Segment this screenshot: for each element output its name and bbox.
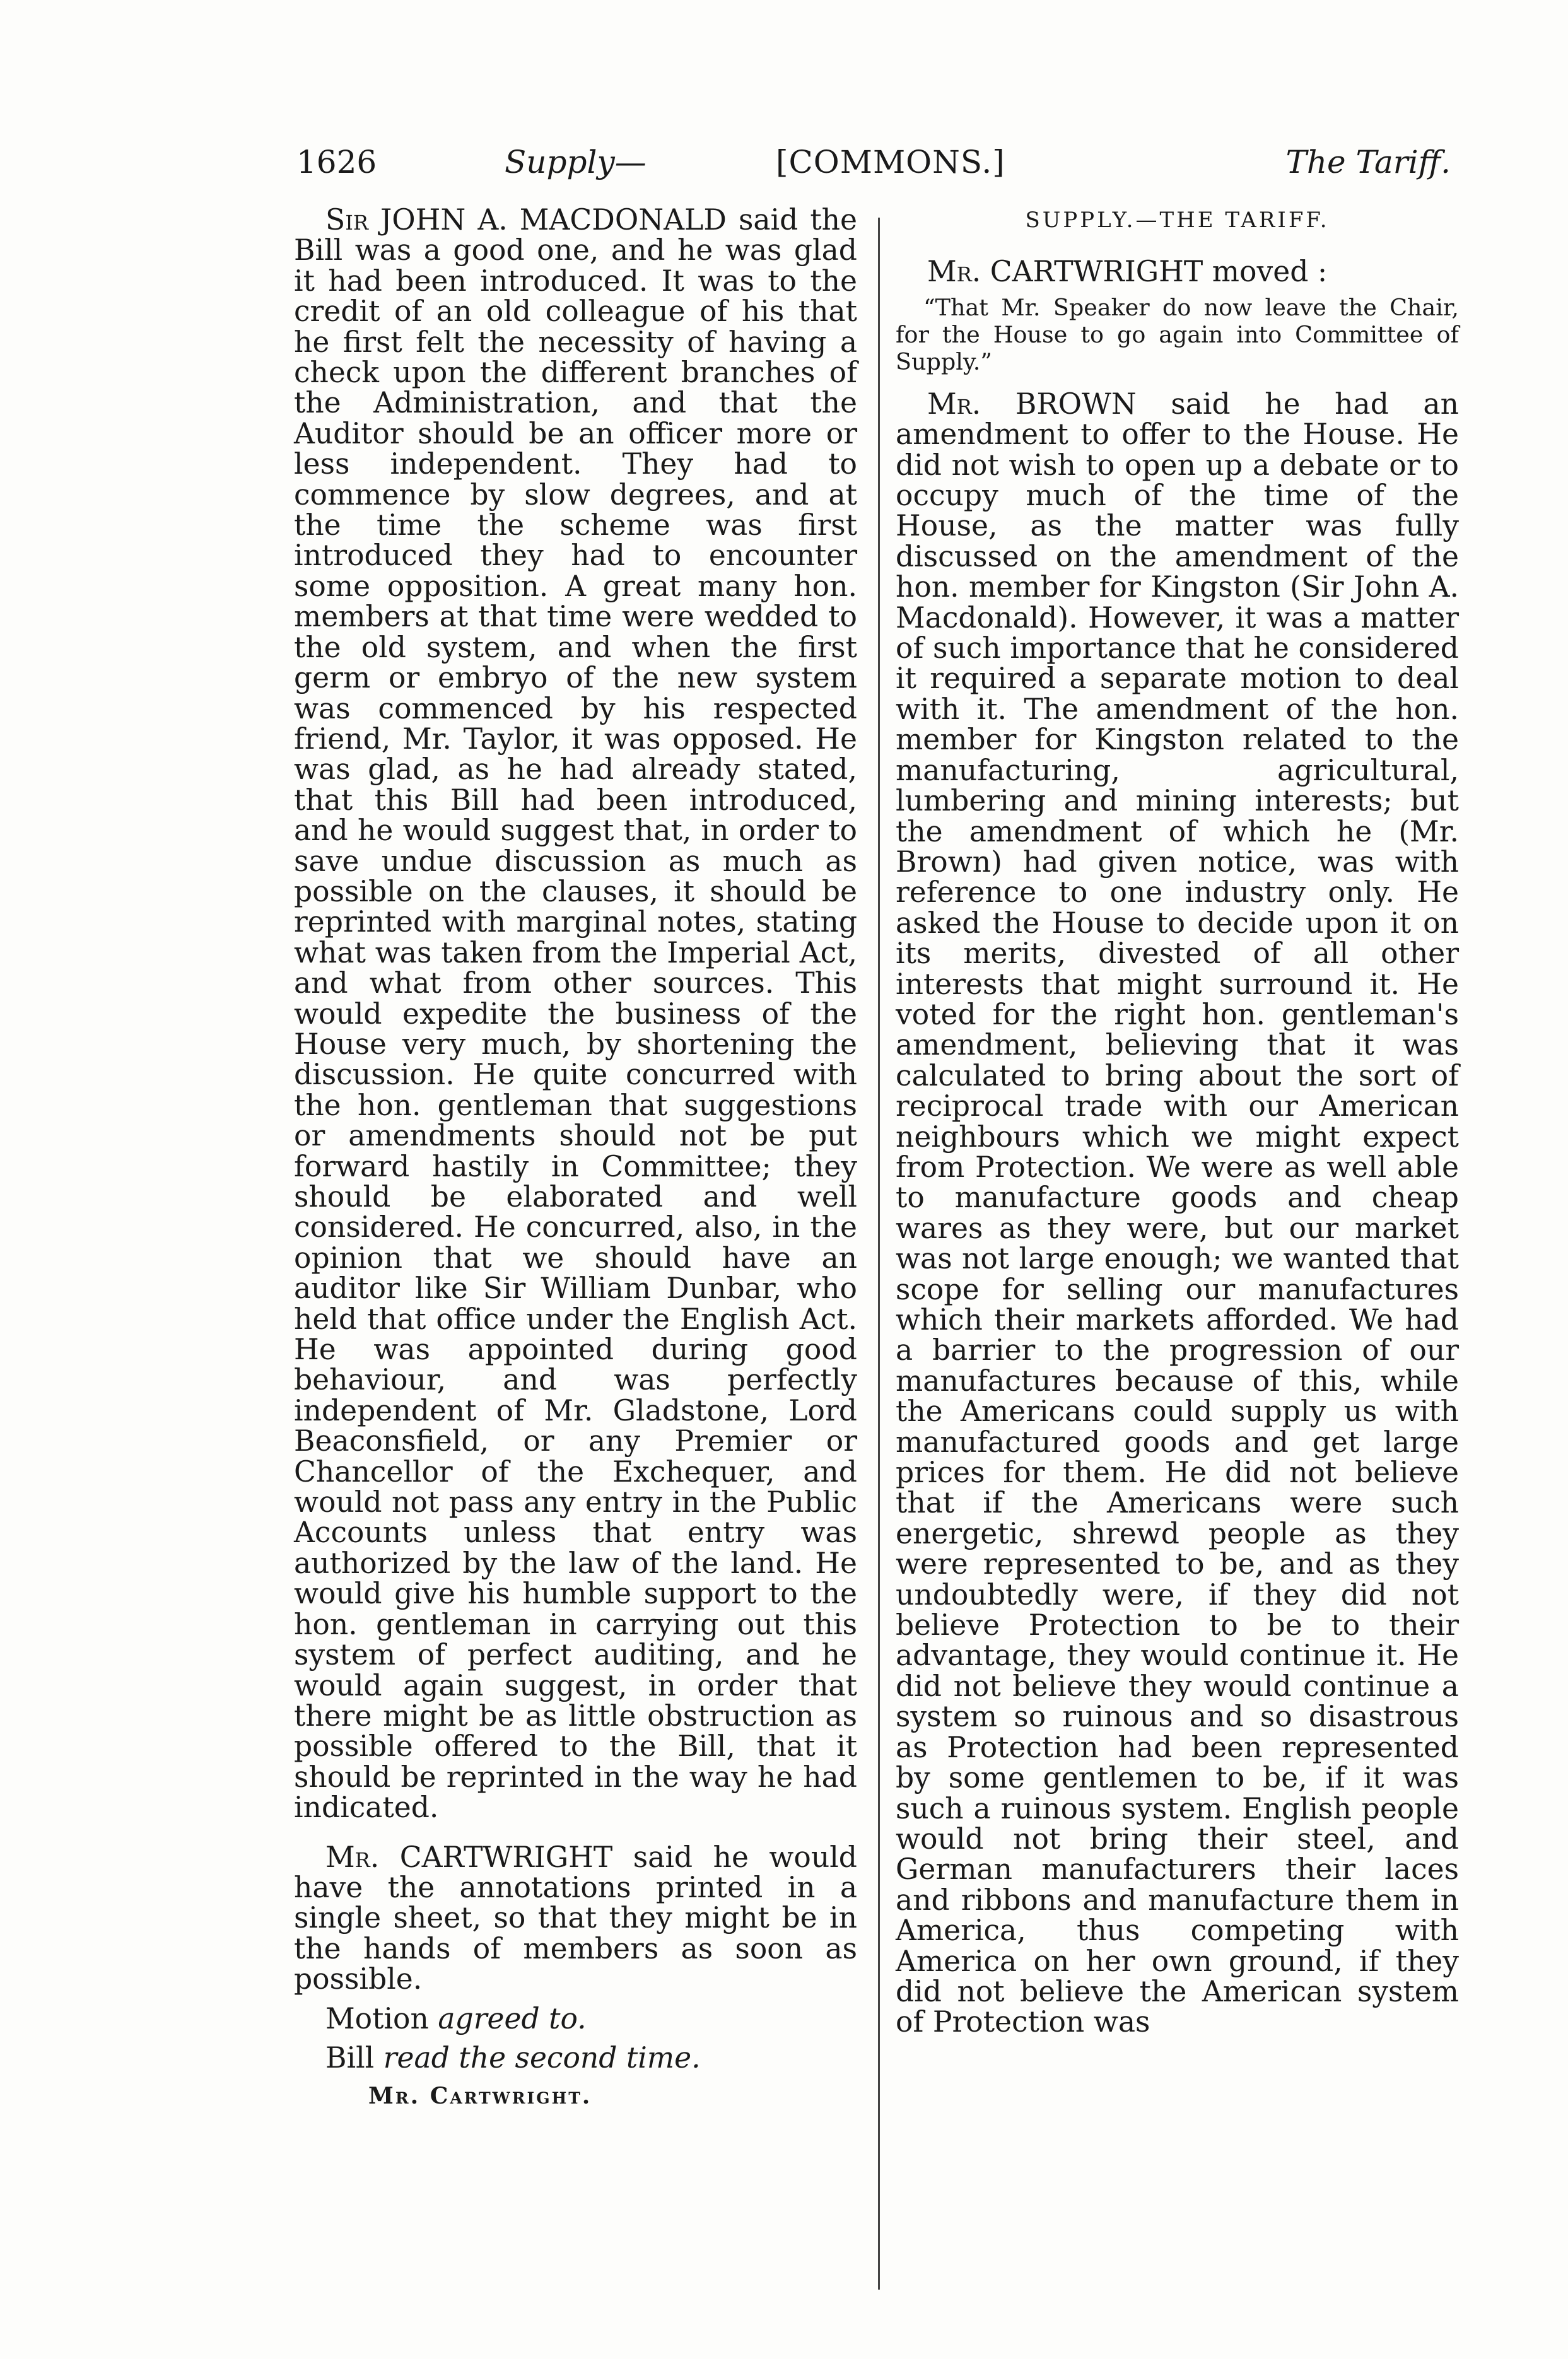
- speaker-name: Mr. CARTWRIGHT: [927, 255, 1203, 289]
- running-head-center: [COMMONS.]: [776, 144, 1005, 180]
- bill-line: [294, 2040, 857, 2075]
- page-header: [296, 144, 1451, 194]
- bill-result: read the second time.: [383, 2040, 701, 2075]
- page-number: 1626: [296, 144, 377, 180]
- speech-cartwright: [294, 1842, 857, 1995]
- speech-macdonald: [294, 205, 857, 1823]
- motion-result: agreed to.: [438, 2001, 587, 2035]
- speaker-signature: Mr. Cartwright.: [368, 2083, 592, 2110]
- running-head-left: Supply—: [505, 144, 647, 180]
- motion-moved: [896, 257, 1459, 287]
- motion-line: [294, 2001, 857, 2035]
- motion-prefix: Motion: [325, 2001, 438, 2035]
- motion-quote: “That Mr. Speaker do now leave the Chair, for the House to go again into Committee of Supply.”: [896, 293, 1459, 375]
- right-column: [896, 205, 1459, 2038]
- running-head-right: The Tariff.: [1285, 144, 1451, 180]
- section-heading: SUPPLY.—THE TARIFF.: [1025, 208, 1330, 233]
- speaker-name: Mr. BROWN: [927, 387, 1137, 421]
- speech-text: said he had an amendment to offer to the House. He did not wish to open up a debate or to occupy much of the time of the House, as the matter was fully discussed on the amendment of the hon. member for Kingston (Sir John A. Macdonald). However, it was a matter of such importance that he considered it required a separate motion to deal with it. The amendment of the hon. member for Kingston related to the manufacturing, agricultural, lumbering and mining interests; but the amendment of which he (Mr. Brown) had given notice, was with reference to one industry only. He asked the House to decide upon it on its merits, divested of all other interests that might surround it. He voted for the right hon. gentleman's amendment, believing that it was calculated to bring about the sort of reciprocal trade with our American neighbours which we might expect from Protection. We were as well able to manufacture goods and cheap wares as they were, but our market was not large enough; we wanted that scope for selling our manufactures which their markets afforded. We had a barrier to the progression of our manufactures because of this, while the Americans could supply us with manufactured goods and get large prices for them. He did not believe that if the Americans were such energetic, shrewd people as they were represented to be, and as they undoubtedly were, if they did not believe Protection to be to their advantage, they would continue it. He did not believe they would continue a system so ruinous and so disastrous as Protection had been represented by some gentlemen to be, if it was such a ruinous system. English people would not bring their steel, and German manufacturers their laces and ribbons and manufacture them in America, thus competing with America on her own ground, if they did not believe the American system of Protection was: [896, 387, 1459, 2039]
- speaker-name: Mr. CARTWRIGHT: [325, 1840, 613, 1874]
- speaker-name: Sir JOHN A. MACDONALD: [325, 203, 727, 237]
- speech-text: said the Bill was a good one, and he was glad it had been introduced. It was to the credit of an old colleague of his that he first felt the necessity of having a check upon the different branches of the Administration, and that the Auditor should be an officer more or less independent. They had to commence by slow degrees, and at the time the scheme was first introduced they had to encounter some opposition. A great many hon. members at that time were wedded to the old system, and when the first germ or embryo of the new system was commenced by his respected friend, Mr. Taylor, it was opposed. He was glad, as he had already stated, that this Bill had been introduced, and he would suggest that, in order to save undue discussion as much as possible on the clauses, it should be reprinted with marginal notes, stating what was taken from the Imperial Act, and what from other sources. This would expedite the business of the House very much, by shortening the discussion. He quite concurred with the hon. gentleman that suggestions or amendments should not be put forward hastily in Committee; they should be elaborated and well considered. He concurred, also, in the opinion that we should have an auditor like Sir William Dunbar, who held that office under the English Act. He was appointed during good behaviour, and was perfectly independent of Mr. Gladstone, Lord Beaconsfield, or any Premier or Chancellor of the Exchequer, and would not pass any entry in the Public Accounts unless that entry was authorized by the law of the land. He would give his humble support to the hon. gentleman in carrying out this system of perfect auditing, and he would again suggest, in order that there might be as little obstruction as possible offered to the Bill, that it should be reprinted in the way he had indicated.: [294, 203, 857, 1825]
- moved-text: moved :: [1203, 255, 1328, 289]
- column-divider: [878, 218, 880, 2290]
- speech-text: said he would have the annotations printed in a single sheet, so that they might be in the hands of members as soon as possible.: [294, 1840, 857, 1996]
- bill-prefix: Bill: [325, 2040, 383, 2075]
- speech-brown: [896, 389, 1459, 2038]
- left-column: [294, 205, 857, 2112]
